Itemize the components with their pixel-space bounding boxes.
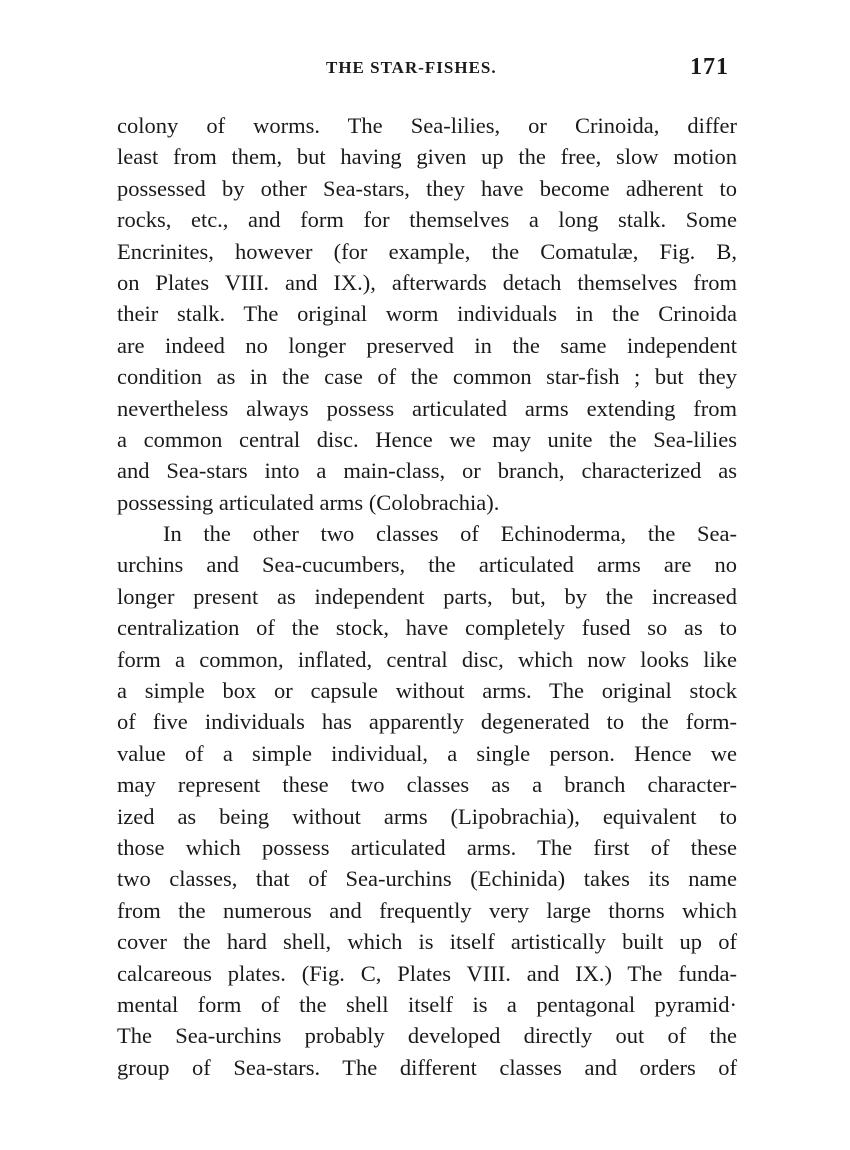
text-line: rocks, etc., and form for themselves a long stalk. Some	[117, 207, 737, 233]
text-line: The Sea-urchins probably developed directly out of the	[117, 1023, 737, 1049]
text-line: least from them, but having given up the free, slow motion	[117, 144, 737, 170]
text-line: calcareous plates. (Fig. C, Plates VIII. and IX.) The funda-	[117, 960, 737, 986]
page-number: 171	[690, 54, 729, 80]
body-text	[117, 110, 737, 1083]
text-line: from the numerous and frequently very large thorns which	[117, 897, 737, 923]
text-line: ized as being without arms (Lipobrachia), equivalent to	[117, 803, 737, 829]
text-line: and Sea-stars into a main-class, or branch, characterized as	[117, 458, 737, 484]
text-line: In the other two classes of Echinoderma, the Sea-	[163, 521, 737, 547]
text-line: possessing articulated arms (Colobrachia).	[117, 489, 500, 515]
text-line: two classes, that of Sea-urchins (Echinida) takes its name	[117, 866, 737, 892]
text-line: value of a simple individual, a single person. Hence we	[117, 740, 737, 766]
text-line: are indeed no longer preserved in the same independent	[117, 332, 737, 358]
text-line: group of Sea-stars. The different classes and orders of	[117, 1054, 737, 1080]
text-line: possessed by other Sea-stars, they have become adherent to	[117, 175, 737, 201]
text-line: mental form of the shell itself is a pentagonal pyramid·	[117, 991, 737, 1017]
running-head: THE STAR-FISHES.	[326, 58, 497, 77]
paragraph-1	[117, 110, 737, 518]
text-line: longer present as independent parts, but, by the increased	[117, 583, 737, 609]
paragraph-2	[117, 518, 737, 1083]
text-line: urchins and Sea-cucumbers, the articulated arms are no	[117, 552, 737, 578]
text-line: a simple box or capsule without arms. The original stock	[117, 678, 737, 704]
text-line: their stalk. The original worm individuals in the Crinoida	[117, 301, 737, 327]
text-line: a common central disc. Hence we may unite the Sea-lilies	[117, 426, 737, 452]
text-line: centralization of the stock, have completely fused so as to	[117, 615, 737, 641]
text-line: on Plates VIII. and IX.), afterwards detach themselves from	[117, 269, 737, 295]
page-header	[0, 54, 850, 88]
text-line: nevertheless always possess articulated arms extending from	[117, 395, 737, 421]
text-line: Encrinites, however (for example, the Comatulæ, Fig. B,	[117, 238, 737, 264]
text-line: form a common, inflated, central disc, which now looks like	[117, 646, 737, 672]
text-line: of five individuals has apparently degenerated to the form-	[117, 709, 737, 735]
text-line: those which possess articulated arms. The first of these	[117, 834, 737, 860]
text-line: condition as in the case of the common star-fish ; but they	[117, 364, 737, 390]
text-line: cover the hard shell, which is itself artistically built up of	[117, 929, 737, 955]
text-line: may represent these two classes as a branch character-	[117, 772, 737, 798]
text-line: colony of worms. The Sea-lilies, or Crinoida, differ	[117, 113, 737, 138]
